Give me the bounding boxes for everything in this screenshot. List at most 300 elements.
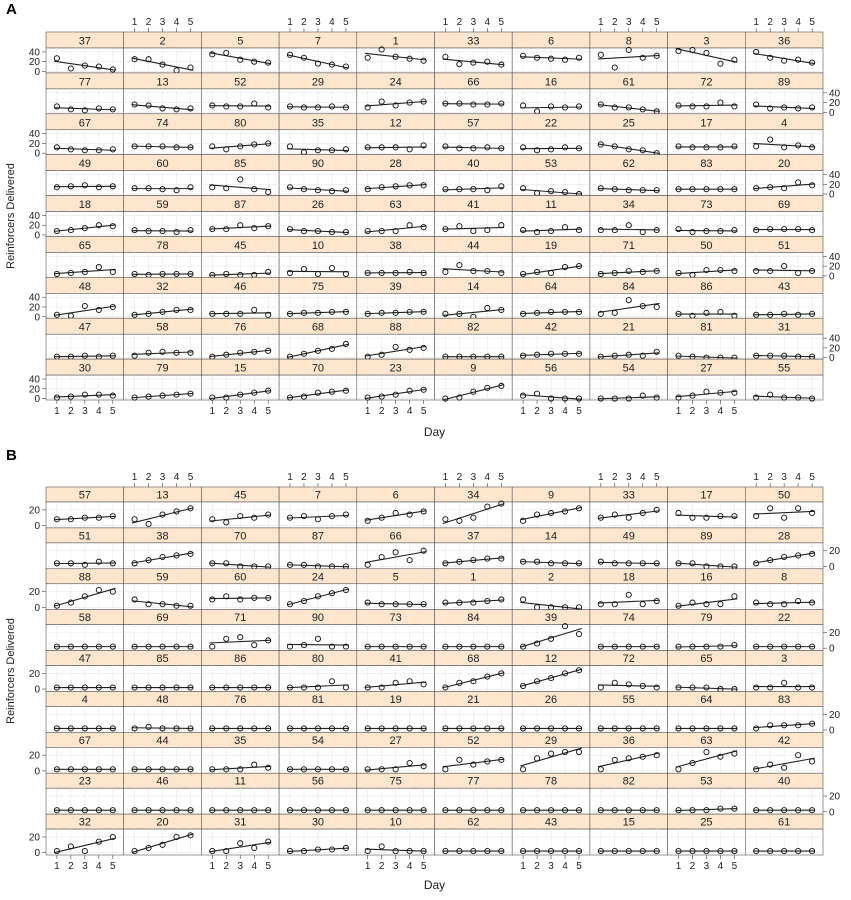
x-tick-label: 2 [68, 861, 74, 872]
facet [435, 277, 513, 319]
y-tick-label: 40 [829, 251, 841, 263]
facet-label: 82 [467, 321, 480, 334]
facet-label: 3 [781, 653, 788, 666]
facet [279, 610, 357, 651]
facet [668, 732, 746, 773]
x-tick-label: 4 [251, 406, 258, 417]
facet [435, 528, 513, 569]
facet-label: 80 [234, 117, 247, 130]
facet-label: 9 [547, 489, 555, 502]
facet-label: 53 [544, 158, 558, 171]
facet-label: 61 [778, 816, 791, 829]
facet [29, 114, 124, 160]
facet-label: 48 [156, 693, 169, 706]
facet-label: 73 [700, 199, 713, 212]
x-tick-label: 5 [653, 472, 660, 483]
facet-label: 64 [700, 693, 713, 706]
x-tick-label: 1 [675, 861, 682, 872]
facet [279, 196, 357, 237]
facet [512, 569, 590, 610]
facet [357, 569, 435, 610]
y-tick-label: 0 [34, 148, 40, 160]
facet-label: 47 [78, 653, 91, 666]
x-tick-label: 1 [54, 861, 60, 872]
y-tick-label: 0 [34, 312, 40, 324]
facet [124, 196, 202, 237]
facet [124, 528, 202, 569]
facet [201, 773, 279, 814]
x-tick-label: 4 [173, 472, 180, 483]
facet [745, 73, 840, 119]
facet-label: 49 [78, 158, 91, 171]
facet-label: 22 [778, 612, 791, 625]
facet-label: 6 [547, 35, 555, 48]
facet-label: 30 [311, 816, 325, 829]
x-tick-label: 2 [378, 406, 385, 417]
facet [668, 155, 746, 196]
y-tick-label: 20 [28, 302, 40, 314]
facet [29, 651, 124, 696]
x-tick-label: 4 [562, 406, 568, 417]
facet-label: 63 [700, 734, 713, 747]
y-tick-label: 20 [28, 57, 40, 69]
facet-label: 38 [156, 530, 169, 543]
y-tick-label: 20 [28, 668, 40, 680]
x-tick-label: 4 [96, 861, 102, 872]
x-tick-label: 2 [223, 406, 230, 417]
x-tick-label: 5 [498, 472, 505, 483]
y-tick-label: 20 [829, 343, 841, 355]
y-tick-label: 0 [34, 684, 40, 696]
facet [279, 528, 357, 569]
y-tick-label: 40 [28, 129, 40, 141]
facet-label: 2 [159, 35, 166, 48]
regression-line [287, 644, 349, 645]
facet [29, 277, 124, 323]
facet [590, 569, 668, 610]
facet-label: 81 [311, 693, 325, 706]
y-tick-label: 0 [829, 807, 835, 819]
facet [201, 359, 279, 417]
x-tick-label: 2 [456, 472, 463, 483]
x-tick-label: 3 [82, 861, 88, 872]
facet [512, 528, 590, 569]
facet-label: 66 [389, 530, 402, 543]
facet [279, 318, 357, 359]
facet [512, 814, 590, 872]
facet-label: 54 [622, 362, 635, 375]
x-tick-label: 3 [703, 861, 710, 872]
facet [745, 472, 823, 528]
y-tick-label: 20 [28, 505, 40, 517]
facet [201, 651, 279, 692]
facet [357, 32, 435, 73]
x-tick-label: 4 [639, 17, 646, 28]
x-tick-label: 1 [597, 17, 604, 28]
facet [29, 569, 124, 614]
facet-label: 28 [778, 530, 791, 543]
facet-label: 27 [389, 734, 402, 747]
facet [279, 691, 357, 732]
facet [590, 17, 668, 73]
y-axis-label: Reinforcers Delivered [5, 618, 17, 724]
x-tick-label: 3 [392, 861, 399, 872]
x-tick-label: 5 [343, 472, 349, 483]
x-tick-label: 2 [378, 861, 385, 872]
facet-label: 53 [700, 775, 713, 788]
facet-label: 2 [547, 571, 555, 584]
x-tick-label: 2 [145, 17, 152, 28]
facet-label: 89 [700, 530, 713, 543]
facet [668, 528, 746, 569]
facet-label: 67 [78, 117, 91, 130]
facet [124, 569, 202, 610]
y-tick-label: 0 [34, 848, 40, 860]
facet-label: 10 [389, 816, 402, 829]
facet [590, 155, 668, 196]
facet [745, 691, 840, 736]
facet-label: 59 [156, 571, 169, 584]
x-tick-label: 5 [731, 861, 738, 872]
facet [124, 318, 202, 359]
facet-label: 85 [156, 653, 169, 666]
x-tick-label: 1 [131, 472, 138, 483]
facet [668, 691, 746, 732]
x-tick-label: 4 [96, 406, 102, 417]
x-tick-label: 1 [753, 17, 759, 28]
x-tick-label: 3 [703, 406, 710, 417]
facet [46, 236, 124, 277]
facet-label: 29 [544, 734, 558, 747]
facet-label: 19 [389, 693, 402, 706]
y-tick-label: 40 [829, 333, 841, 345]
facet-label: 79 [156, 362, 169, 375]
facet-label: 32 [78, 816, 91, 829]
facet [29, 732, 124, 777]
facet-label: 52 [234, 76, 247, 89]
facet [124, 155, 202, 196]
facet [745, 196, 823, 237]
facet [201, 732, 279, 773]
x-tick-label: 4 [173, 17, 180, 28]
y-tick-label: 20 [829, 261, 841, 273]
facet-label: 37 [467, 530, 480, 543]
facet [745, 318, 840, 364]
facet-label: 34 [467, 489, 480, 502]
facet-label: 50 [700, 239, 713, 252]
facet [46, 155, 124, 196]
facet-label: 36 [622, 734, 635, 747]
facet [279, 236, 357, 277]
facet-label: 32 [156, 280, 169, 293]
facet-label: 80 [311, 653, 325, 666]
facet [29, 814, 124, 872]
facet-label: 15 [622, 816, 635, 829]
facet [357, 691, 435, 732]
facet [435, 691, 513, 732]
y-tick-label: 40 [829, 88, 841, 100]
facet-label: 48 [78, 280, 91, 293]
y-tick-label: 0 [34, 602, 40, 614]
facet [745, 610, 840, 655]
facet-label: 14 [544, 530, 558, 543]
panel-letter: A [6, 1, 17, 18]
facet [435, 814, 513, 855]
facet-label: 45 [234, 489, 247, 502]
x-tick-label: 1 [520, 406, 526, 417]
facet [201, 691, 279, 732]
y-tick-label: 40 [28, 47, 40, 59]
facet-label: 22 [544, 117, 558, 130]
facet-label: 4 [81, 693, 88, 706]
x-tick-label: 5 [110, 406, 116, 417]
facet [46, 773, 124, 814]
facet-label: 1 [392, 35, 399, 48]
y-tick-label: 20 [829, 791, 841, 803]
facet-label: 61 [622, 76, 635, 89]
facet [668, 610, 746, 651]
x-tick-label: 2 [223, 861, 230, 872]
x-tick-label: 2 [68, 406, 74, 417]
x-tick-label: 2 [145, 472, 152, 483]
facet [124, 651, 202, 692]
facet [124, 277, 202, 318]
facet [590, 73, 668, 114]
facet [512, 196, 590, 237]
facet [590, 359, 668, 401]
facet [357, 318, 435, 359]
facet-label: 44 [156, 734, 169, 747]
x-tick-label: 2 [767, 472, 773, 483]
facet [201, 318, 279, 359]
facet [745, 528, 840, 573]
facet [279, 814, 357, 855]
y-tick-label: 20 [829, 546, 841, 558]
y-tick-label: 0 [34, 66, 40, 78]
y-tick-label: 20 [28, 832, 40, 844]
facet-label: 15 [234, 362, 247, 375]
regression-line [132, 728, 194, 729]
x-tick-label: 4 [329, 472, 335, 483]
x-tick-label: 1 [442, 17, 449, 28]
facet [512, 114, 590, 155]
x-tick-label: 1 [131, 17, 138, 28]
facet [668, 73, 746, 114]
facet-label: 76 [234, 321, 247, 334]
facet-label: 31 [778, 321, 791, 334]
facet-label: 70 [234, 530, 247, 543]
facet-label: 62 [467, 816, 480, 829]
facet-label: 73 [389, 612, 402, 625]
facet [124, 236, 202, 277]
facet-label: 35 [234, 734, 247, 747]
facet-label: 74 [156, 117, 169, 130]
facet-label: 46 [234, 280, 247, 293]
x-tick-label: 5 [343, 17, 349, 28]
facet-label: 57 [467, 117, 480, 130]
facet [279, 277, 357, 318]
facet [279, 359, 357, 400]
facet [590, 196, 668, 237]
facet [745, 773, 840, 818]
facet [279, 472, 357, 528]
facet [512, 487, 590, 528]
facet-label: 65 [700, 653, 713, 666]
facet-label: 46 [156, 775, 169, 788]
facet-label: 20 [778, 158, 791, 171]
facet [279, 773, 357, 814]
y-tick-label: 0 [829, 353, 835, 365]
facet [124, 773, 202, 814]
facet [590, 610, 668, 651]
x-tick-label: 3 [82, 406, 88, 417]
x-tick-label: 4 [251, 861, 258, 872]
facet [46, 528, 124, 569]
facet-label: 68 [311, 321, 325, 334]
facet [590, 318, 668, 359]
facet-label: 10 [311, 239, 325, 252]
facet [357, 528, 435, 569]
x-tick-label: 3 [159, 17, 166, 28]
facet-label: 12 [389, 117, 402, 130]
y-tick-label: 0 [829, 271, 835, 283]
facet-label: 34 [622, 199, 635, 212]
x-tick-label: 1 [520, 861, 526, 872]
facet [668, 196, 746, 237]
facet-label: 49 [622, 530, 635, 543]
facet-label: 35 [311, 117, 325, 130]
y-tick-label: 20 [28, 138, 40, 150]
facet-label: 26 [544, 693, 558, 706]
facet-label: 14 [467, 280, 480, 293]
x-tick-label: 3 [315, 472, 321, 483]
facet-label: 64 [544, 280, 558, 293]
facet [512, 691, 590, 732]
facet-label: 45 [234, 239, 247, 252]
facet [124, 610, 202, 651]
facet [201, 528, 279, 569]
facet-label: 58 [78, 612, 91, 625]
facet-label: 24 [311, 571, 325, 584]
y-tick-label: 0 [34, 766, 40, 778]
facet [668, 277, 746, 318]
facet-label: 27 [700, 362, 713, 375]
facet-label: 16 [544, 76, 558, 89]
facet-label: 6 [392, 489, 399, 502]
x-tick-label: 2 [534, 406, 540, 417]
facet-label: 33 [622, 489, 635, 502]
y-tick-label: 20 [829, 179, 841, 191]
facet [512, 651, 590, 692]
x-tick-label: 3 [625, 472, 632, 483]
panel-a [5, 1, 841, 439]
y-tick-label: 20 [28, 587, 40, 599]
x-tick-label: 5 [187, 17, 194, 28]
x-tick-label: 1 [209, 861, 216, 872]
facet-label: 17 [700, 117, 713, 130]
facet-label: 78 [156, 239, 169, 252]
facet [512, 318, 590, 359]
facet [435, 773, 513, 814]
facet-label: 77 [78, 76, 91, 89]
facet-label: 4 [781, 117, 788, 130]
facet-label: 51 [778, 239, 791, 252]
facet-label: 89 [778, 76, 791, 89]
facet [435, 155, 513, 196]
x-tick-label: 5 [187, 472, 194, 483]
facet-label: 23 [389, 362, 402, 375]
x-axis-label: Day [423, 425, 446, 439]
facet [435, 732, 513, 773]
facet-label: 87 [234, 199, 247, 212]
facet [124, 73, 202, 114]
facet-label: 42 [778, 734, 791, 747]
facet [590, 651, 668, 692]
regression-line [209, 598, 271, 599]
y-tick-label: 40 [829, 170, 841, 182]
facet-label: 13 [156, 489, 169, 502]
facet [357, 359, 435, 417]
facet-label: 28 [389, 158, 402, 171]
x-tick-label: 5 [498, 17, 505, 28]
facet-label: 41 [389, 653, 402, 666]
facet-label: 70 [311, 362, 325, 375]
facet-label: 13 [156, 76, 169, 89]
facet-label: 88 [389, 321, 402, 334]
facet-label: 25 [622, 117, 635, 130]
facet [668, 32, 746, 73]
y-tick-label: 0 [829, 189, 835, 201]
facet-label: 74 [622, 612, 635, 625]
facet [201, 114, 279, 155]
facet-label: 55 [622, 693, 635, 706]
facet [590, 114, 668, 156]
facet [668, 773, 746, 814]
facet [512, 732, 590, 773]
facet-label: 8 [625, 35, 632, 48]
y-tick-label: 40 [28, 292, 40, 304]
facet-label: 90 [311, 612, 325, 625]
facet [668, 318, 746, 360]
facet [29, 487, 124, 532]
facet [279, 569, 357, 610]
x-tick-label: 4 [406, 406, 413, 417]
y-tick-label: 0 [829, 107, 835, 119]
facet [512, 32, 590, 73]
facet-label: 50 [778, 489, 791, 502]
facet-label: 17 [700, 489, 713, 502]
facet [46, 610, 124, 651]
facet [201, 236, 279, 277]
x-tick-label: 1 [597, 472, 604, 483]
facet-label: 83 [700, 158, 713, 171]
facet [435, 236, 513, 277]
facet-label: 65 [78, 239, 91, 252]
facet [201, 814, 279, 872]
facet-label: 88 [78, 571, 91, 584]
facet [590, 472, 668, 528]
facet [124, 359, 202, 400]
facet-label: 29 [311, 76, 325, 89]
facet [357, 773, 435, 814]
x-tick-label: 2 [689, 861, 696, 872]
facet [435, 472, 513, 528]
facet [668, 359, 746, 417]
facet [590, 691, 668, 732]
x-tick-label: 4 [639, 472, 646, 483]
x-tick-label: 5 [731, 406, 738, 417]
y-tick-label: 0 [829, 643, 835, 655]
